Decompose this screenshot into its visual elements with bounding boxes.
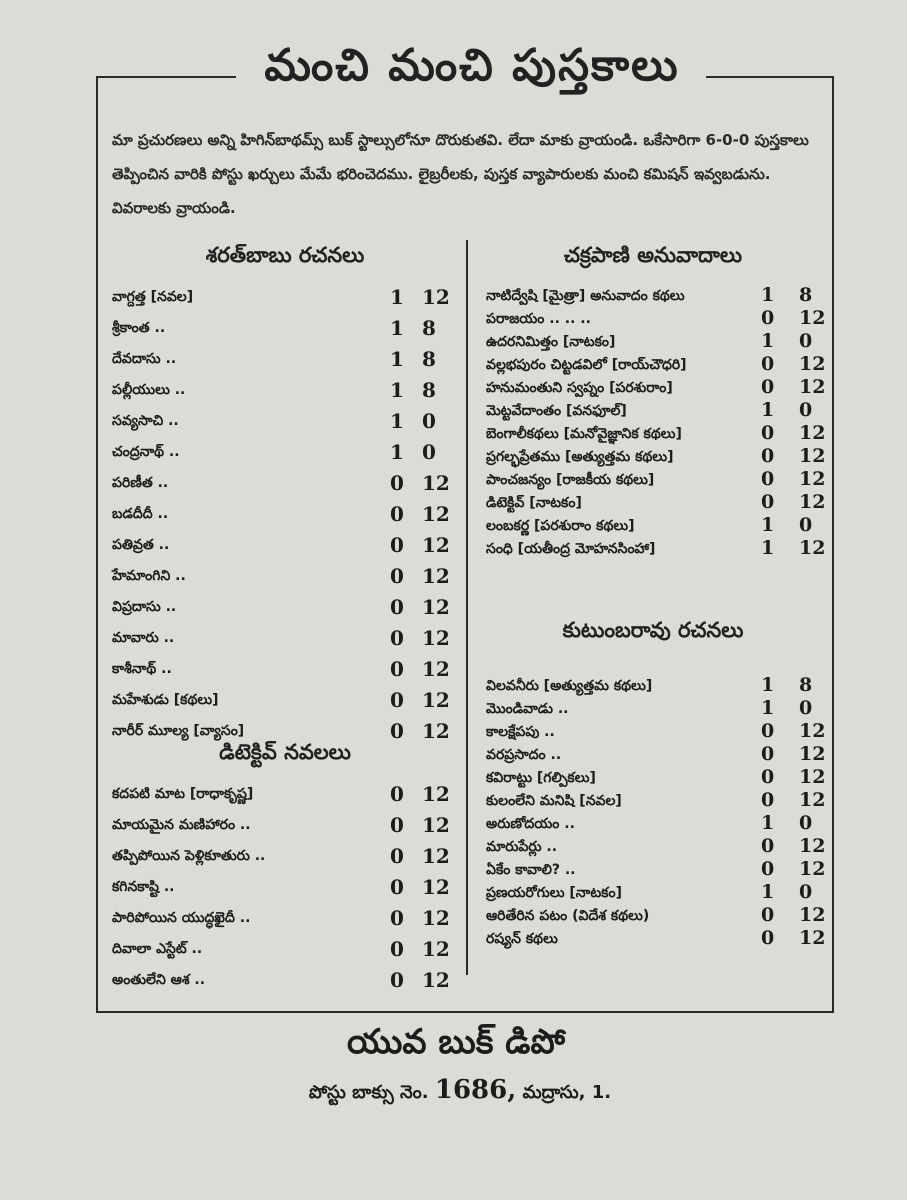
book-title: డిటెక్టివ్ [నాటకం] (486, 495, 582, 511)
price-annas: 12 (799, 422, 826, 444)
price-rupees: 1 (761, 697, 775, 719)
book-item (112, 440, 462, 471)
book-item (486, 307, 826, 330)
book-title: అంతులేని ఆశ .. (112, 972, 206, 988)
list-sarat (112, 285, 462, 750)
book-title: మారుపేర్లు .. (486, 839, 558, 855)
book-item (112, 782, 462, 813)
price-annas: 12 (799, 766, 826, 788)
book-item (486, 927, 826, 950)
book-title: పారిపోయిన యుద్ధఖైదీ .. (112, 910, 251, 926)
heading-sarat: శరత్‌బాబు రచనలు (205, 243, 365, 267)
column-divider (466, 240, 468, 975)
book-title: ఏకేం కావాలి? .. (486, 862, 576, 878)
book-item (486, 697, 826, 720)
price-annas: 8 (422, 316, 436, 340)
price-annas: 0 (422, 409, 436, 433)
book-title: కాశీనాథ్ .. (112, 661, 172, 677)
price-rupees: 1 (761, 330, 775, 352)
book-title: ప్రణయరోగులు [నాటకం] (486, 885, 622, 901)
page-title: మంచి మంచి పుస్తకాలు (264, 40, 680, 91)
book-title: బడదీదీ .. (112, 506, 169, 522)
price-rupees: 0 (390, 719, 404, 743)
book-title: ఉదరనిమిత్తం [నాటకం] (486, 334, 616, 350)
book-item (486, 881, 826, 904)
price-rupees: 0 (390, 564, 404, 588)
price-annas: 12 (422, 782, 450, 806)
book-title: మాయమైన మణిహారం .. (112, 817, 251, 833)
book-item (112, 906, 462, 937)
book-item (486, 835, 826, 858)
price-annas: 12 (799, 789, 826, 811)
book-item (112, 875, 462, 906)
book-title: వల్లభపురం చిట్టడవిలో [రాయ్‌చౌధరి] (486, 357, 687, 373)
price-annas: 0 (799, 697, 813, 719)
price-rupees: 1 (390, 316, 404, 340)
price-annas: 8 (422, 347, 436, 371)
book-title: సంధి [యతీంద్ర మోహనసింహా] (486, 541, 656, 557)
price-rupees: 0 (390, 595, 404, 619)
book-item (112, 347, 462, 378)
book-title: పరాజయం .. .. .. (486, 311, 591, 327)
book-item (486, 789, 826, 812)
price-rupees: 0 (390, 626, 404, 650)
price-rupees: 0 (761, 468, 775, 490)
book-item (486, 812, 826, 835)
book-item (486, 766, 826, 789)
book-title: మావారు .. (112, 630, 175, 646)
price-rupees: 0 (761, 766, 775, 788)
price-annas: 12 (422, 875, 450, 899)
book-title: లంబకర్ణ [పరశురాం కథలు] (486, 518, 635, 534)
heading-kutumbarao: కుటుంబరావు రచనలు (562, 618, 744, 642)
heading-detective: డిటెక్టివ్ నవలలు (219, 740, 351, 764)
price-annas: 12 (799, 720, 826, 742)
book-title: పాంచజన్యం [రాజకీయ కథలు] (486, 472, 655, 488)
price-rupees: 0 (390, 968, 404, 992)
book-title: శ్రీకాంత .. (112, 320, 166, 336)
price-annas: 8 (799, 674, 813, 696)
price-annas: 12 (422, 719, 450, 743)
book-item (486, 491, 826, 514)
book-item (486, 376, 826, 399)
book-title: ప్రగల్భప్రేతము [అత్యుత్తమ కథలు] (486, 449, 674, 465)
publisher-name: యువ బుక్ డిపో (346, 1022, 566, 1062)
book-title: విలవనీరు [అత్యుత్తమ కథలు] (486, 678, 653, 694)
publisher-address (230, 1075, 690, 1107)
price-rupees: 0 (390, 813, 404, 837)
book-title: మెట్టవేదాంతం [వనఫూల్] (486, 403, 627, 419)
price-annas: 12 (422, 937, 450, 961)
list-detective (112, 782, 462, 999)
book-title: కాలక్షేపపు .. (486, 724, 555, 740)
price-rupees: 0 (390, 502, 404, 526)
box-number: 1686, (434, 1075, 517, 1105)
price-rupees: 0 (390, 688, 404, 712)
book-item (112, 316, 462, 347)
price-rupees: 0 (761, 720, 775, 742)
book-item (486, 743, 826, 766)
title-rule-right (706, 76, 832, 78)
title-rule-left (96, 76, 236, 78)
book-title: చంద్రనాథ్ .. (112, 444, 180, 460)
price-annas: 12 (422, 657, 450, 681)
price-annas: 12 (799, 537, 826, 559)
book-item (486, 904, 826, 927)
book-title: రష్యన్ కథలు (486, 931, 558, 947)
book-title: నారీర్ మూల్య [వ్యాసం] (112, 723, 245, 739)
price-rupees: 0 (761, 858, 775, 880)
book-title: వరప్రసాదం .. (486, 747, 562, 763)
price-rupees: 1 (761, 674, 775, 696)
book-item (112, 657, 462, 688)
book-item (486, 720, 826, 743)
price-annas: 12 (799, 376, 826, 398)
list-chakrapani (486, 284, 826, 560)
book-item (112, 285, 462, 316)
book-item (486, 330, 826, 353)
price-annas: 12 (422, 688, 450, 712)
price-annas: 12 (799, 491, 826, 513)
book-title: మహేశుడు [కథలు] (112, 692, 219, 708)
price-annas: 12 (799, 353, 826, 375)
book-item (486, 284, 826, 307)
book-title: కవిరాట్టు [గల్పికలు] (486, 770, 596, 786)
book-item (112, 533, 462, 564)
book-title: హనుమంతుని స్వప్నం [పరశురాం] (486, 380, 673, 396)
price-annas: 12 (799, 835, 826, 857)
price-rupees: 0 (390, 844, 404, 868)
price-rupees: 0 (761, 491, 775, 513)
book-item (486, 514, 826, 537)
book-title: పల్లీయులు .. (112, 382, 186, 398)
book-title: దివాలా ఎస్టేట్ .. (112, 941, 203, 957)
price-annas: 12 (422, 968, 450, 992)
price-annas: 8 (799, 284, 813, 306)
book-title: పతివ్రత .. (112, 537, 170, 553)
price-annas: 12 (422, 471, 450, 495)
price-annas: 0 (799, 812, 813, 834)
book-item (112, 688, 462, 719)
price-annas: 12 (422, 285, 450, 309)
book-item (486, 399, 826, 422)
price-annas: 0 (422, 440, 436, 464)
price-rupees: 1 (390, 409, 404, 433)
price-annas: 12 (799, 904, 826, 926)
price-rupees: 0 (761, 904, 775, 926)
price-annas: 0 (799, 399, 813, 421)
book-title: ఆరితేరిన పటం (విదేశ కథలు) (486, 908, 650, 924)
price-annas: 0 (799, 330, 813, 352)
price-annas: 12 (422, 502, 450, 526)
price-rupees: 1 (390, 440, 404, 464)
price-annas: 12 (799, 307, 826, 329)
book-title: వాగ్దత్త [నవల] (112, 289, 194, 305)
book-title: పరిణీత .. (112, 475, 169, 491)
book-item (486, 468, 826, 491)
price-annas: 12 (799, 445, 826, 467)
book-title: మొండివాడు .. (486, 701, 569, 717)
price-rupees: 1 (761, 514, 775, 536)
price-annas: 12 (422, 626, 450, 650)
book-item (112, 937, 462, 968)
book-item (486, 353, 826, 376)
book-item (112, 502, 462, 533)
book-item (112, 595, 462, 626)
price-annas: 12 (422, 906, 450, 930)
price-rupees: 0 (761, 353, 775, 375)
list-kutumbarao (486, 674, 826, 950)
price-rupees: 1 (761, 399, 775, 421)
price-rupees: 0 (761, 307, 775, 329)
book-title: హేమాంగిని .. (112, 568, 186, 584)
address-suffix: మద్రాసు, 1. (522, 1082, 612, 1103)
book-item (112, 813, 462, 844)
price-annas: 12 (422, 595, 450, 619)
price-rupees: 0 (390, 937, 404, 961)
price-annas: 0 (799, 881, 813, 903)
book-title: కులంలేని మనిషి [నవల] (486, 793, 622, 809)
price-rupees: 0 (761, 376, 775, 398)
price-rupees: 0 (390, 875, 404, 899)
book-title: అరుణోదయం .. (486, 816, 575, 832)
price-rupees: 0 (390, 782, 404, 806)
price-annas: 12 (422, 813, 450, 837)
book-item (112, 564, 462, 595)
book-item (112, 378, 462, 409)
book-title: కదపటి మాట [రాధాకృష్ణ] (112, 786, 254, 802)
book-item (112, 409, 462, 440)
price-rupees: 0 (390, 657, 404, 681)
book-item (486, 537, 826, 560)
book-title: దేవదాసు .. (112, 351, 177, 367)
book-item (486, 674, 826, 697)
price-rupees: 1 (761, 537, 775, 559)
price-rupees: 0 (390, 471, 404, 495)
price-annas: 12 (422, 533, 450, 557)
book-item (486, 858, 826, 881)
price-rupees: 0 (390, 906, 404, 930)
address-prefix: పోస్టు బాక్సు నెం. (308, 1082, 429, 1103)
price-annas: 12 (422, 564, 450, 588)
price-rupees: 0 (390, 533, 404, 557)
price-annas: 12 (799, 927, 826, 949)
price-annas: 8 (422, 378, 436, 402)
price-rupees: 1 (390, 285, 404, 309)
book-item (112, 626, 462, 657)
price-annas: 12 (799, 468, 826, 490)
book-title: విప్రదాసు .. (112, 599, 177, 615)
price-rupees: 1 (390, 347, 404, 371)
intro-text: మా ప్రచురణలు అన్ని హిగిన్‌బాథమ్స్ బుక్ స్టాల్సులోనూ దొరుకుతవి. లేదా మాకు వ్రాయండి. ఒకేసారిగా 6-0-0 పుస్తకాలు తెప్పించిన వారికి పోస్టు ఖర్చులు మేమే భరించెదము. లైబ్రరీలకు, పుస్తక వ్యాపారులకు మంచి కమిషన్ ఇవ్వబడును. వివరాలకు వ్రాయండి. (112, 131, 809, 217)
price-rupees: 0 (761, 835, 775, 857)
price-rupees: 0 (761, 789, 775, 811)
book-title: తప్పిపోయిన పెళ్లికూతురు .. (112, 848, 266, 864)
price-rupees: 0 (761, 422, 775, 444)
book-item (486, 445, 826, 468)
price-annas: 12 (422, 844, 450, 868)
book-item (112, 968, 462, 999)
price-annas: 12 (799, 743, 826, 765)
price-annas: 0 (799, 514, 813, 536)
price-rupees: 1 (761, 881, 775, 903)
price-rupees: 1 (390, 378, 404, 402)
book-title: సవ్యసాచి .. (112, 413, 179, 429)
price-rupees: 0 (761, 445, 775, 467)
book-title: కగినకాష్టి .. (112, 879, 175, 895)
price-rupees: 1 (761, 284, 775, 306)
book-item (112, 844, 462, 875)
price-rupees: 0 (761, 927, 775, 949)
price-rupees: 0 (761, 743, 775, 765)
book-title: బెంగాలీకథలు [మనోవైజ్ఞానిక కథలు] (486, 426, 682, 442)
book-item (486, 422, 826, 445)
book-title: నాటిద్వేషి [మైత్రా] అనువాదం కథలు (486, 288, 685, 304)
book-item (112, 471, 462, 502)
heading-chakrapani: చక్రపాణి అనువాదాలు (563, 243, 743, 267)
price-rupees: 1 (761, 812, 775, 834)
price-annas: 12 (799, 858, 826, 880)
